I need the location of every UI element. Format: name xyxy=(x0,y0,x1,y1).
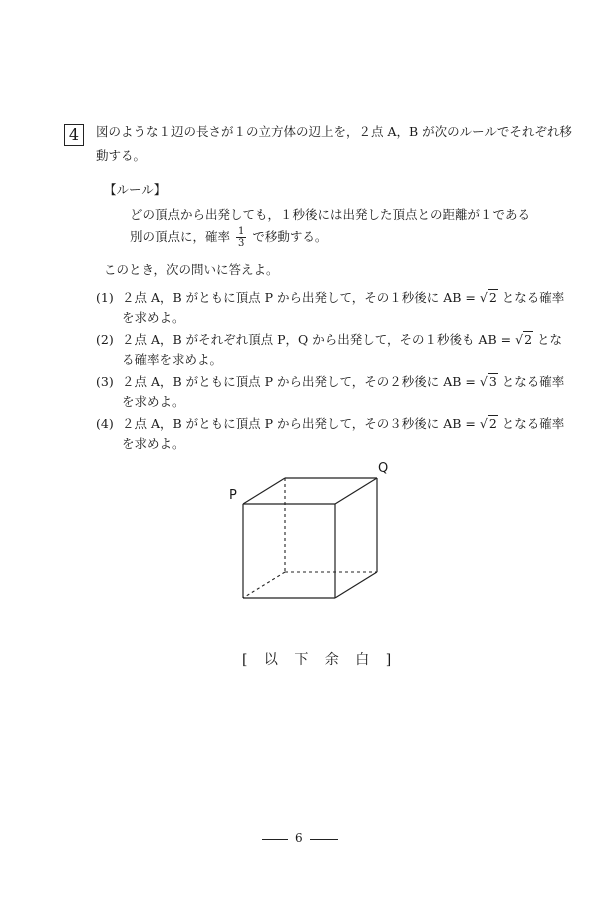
sqrt-symbol: √2 xyxy=(515,332,533,347)
fraction-denominator: 3 xyxy=(238,238,245,249)
cube-edge xyxy=(243,478,285,504)
subquestion-label: (1) xyxy=(96,290,114,305)
radicand: 3 xyxy=(488,374,497,389)
intro-line-1: 図のような１辺の長さが１の立方体の辺上を，２点 A，B が次のルールでそれぞれ移 xyxy=(96,124,572,139)
cube-edge xyxy=(335,572,377,598)
subquestion-line-2: る確率を求めよ。 xyxy=(122,352,223,367)
cube-hidden-edge xyxy=(243,572,285,598)
subquestion-text: ２点 A，B がともに頂点 P から出発して，その２秒後に AB = xyxy=(122,374,480,389)
prompt-text: このとき，次の問いに答えよ。 xyxy=(104,262,279,277)
blank-notice: [ 以 下 余 白 ] xyxy=(242,652,398,668)
subquestion-text-tail: となる確率 xyxy=(497,416,565,431)
subquestion-text-tail: となる確率 xyxy=(497,290,565,305)
sqrt-symbol: √2 xyxy=(479,416,497,431)
rule-line-2-post: で移動する。 xyxy=(252,229,328,244)
rule-line-1: どの頂点から出発しても，１秒後には出発した頂点との距離が１である xyxy=(130,207,531,222)
footer-rule-left xyxy=(262,839,288,840)
radicand: 2 xyxy=(524,332,533,347)
vertex-label-q: Q xyxy=(378,461,389,476)
subquestion-text-tail: となる確率 xyxy=(497,374,565,389)
rule-line-2-pre: 別の頂点に，確率 xyxy=(130,229,231,244)
vertex-label-p: P xyxy=(229,488,237,503)
rule-heading: 【ルール】 xyxy=(104,182,167,197)
subquestion-text: ２点 A，B がそれぞれ頂点 P，Q から出発して，その１秒後も AB = xyxy=(122,332,516,347)
sqrt-symbol: √3 xyxy=(479,374,497,389)
subquestion-text: ２点 A，B がともに頂点 P から出発して，その３秒後に AB = xyxy=(122,416,480,431)
subquestion-line-2: を求めよ。 xyxy=(122,394,185,409)
sqrt-symbol: √2 xyxy=(479,290,497,305)
subquestion-line-2: を求めよ。 xyxy=(122,436,185,451)
subquestion-label: (3) xyxy=(96,374,114,389)
subquestion-text: ２点 A，B がともに頂点 P から出発して，その１秒後に AB = xyxy=(122,290,480,305)
footer-rule-right xyxy=(310,839,338,840)
fraction-numerator: 1 xyxy=(238,226,245,237)
cube-edge xyxy=(335,478,377,504)
radicand: 2 xyxy=(488,290,497,305)
intro-line-2: 動する。 xyxy=(96,148,147,163)
subquestion-text-tail: とな xyxy=(533,332,563,347)
radicand: 2 xyxy=(488,416,497,431)
page-number: 6 xyxy=(295,831,303,845)
subquestion-label: (4) xyxy=(96,416,114,431)
question-number: 4 xyxy=(68,125,80,144)
subquestion-line-2: を求めよ。 xyxy=(122,310,185,325)
subquestion-label: (2) xyxy=(96,332,114,347)
